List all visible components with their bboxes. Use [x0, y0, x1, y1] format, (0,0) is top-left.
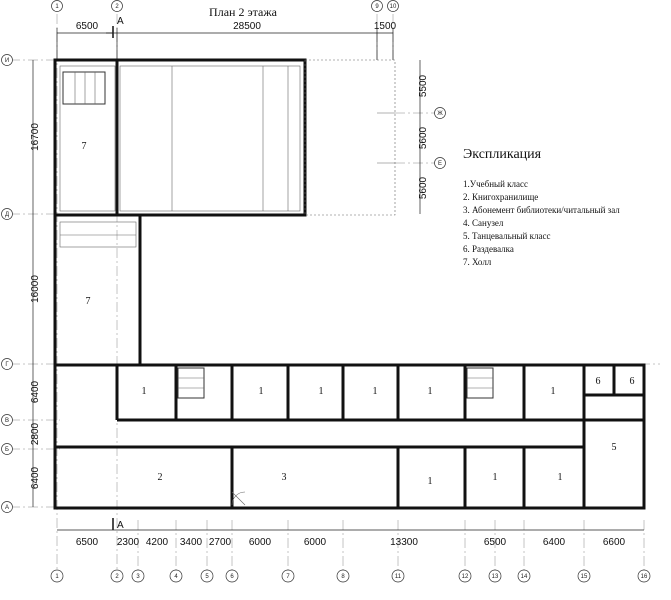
legend-item: 4. Санузел — [463, 218, 504, 228]
bottom-dim-label: 3400 — [179, 537, 203, 548]
upper-block-walls — [55, 60, 395, 215]
room-number: 2 — [157, 472, 163, 483]
axis-label: 15 — [580, 574, 588, 580]
left-dim-label: 16700 — [30, 123, 41, 151]
room-number: 1 — [557, 472, 563, 483]
bottom-dim-label: 13300 — [390, 537, 418, 548]
legend-item: 7. Холл — [463, 257, 492, 267]
room-number: 1 — [427, 476, 433, 487]
axis-label: И — [4, 58, 10, 64]
axis-label: 11 — [394, 574, 402, 580]
bottom-dim-label: 6000 — [303, 537, 327, 548]
room-number: 1 — [372, 386, 378, 397]
left-dim-label: 16000 — [30, 275, 41, 303]
legend-item: 6. Раздевалка — [463, 244, 514, 254]
axis-label: 13 — [491, 574, 499, 580]
axis-bubbles-left — [2, 55, 13, 513]
left-dim-label: 6400 — [30, 466, 41, 490]
bottom-dim-label: 6600 — [602, 537, 626, 548]
bottom-dim-label: 6500 — [75, 537, 99, 548]
legend-item: 3. Абонемент библиотеки/читальный зал — [463, 205, 620, 215]
axis-label: 2 — [115, 4, 119, 10]
left-dimension-chain — [30, 60, 41, 507]
room-number: 7 — [81, 141, 87, 152]
top-dim-label: 28500 — [233, 21, 261, 32]
axis-label: А — [4, 505, 10, 511]
legend — [463, 147, 620, 267]
axis-label: 4 — [174, 574, 178, 580]
left-dim-label: 6400 — [30, 380, 41, 404]
bottom-dim-label: 4200 — [145, 537, 169, 548]
bottom-dim-label: 2300 — [116, 537, 140, 548]
room-labels — [82, 141, 635, 487]
bottom-dim-label: 6500 — [483, 537, 507, 548]
axis-bubbles-right — [435, 108, 446, 169]
room-number: 1 — [258, 386, 264, 397]
room-number: 1 — [550, 386, 556, 397]
hall-block-walls — [55, 215, 140, 365]
axis-label: Б — [5, 447, 9, 453]
section-mark-bottom: А — [117, 520, 124, 531]
legend-item: 2. Книгохранилище — [463, 192, 539, 202]
right-dim-label: 5600 — [418, 176, 429, 200]
axis-label: 1 — [55, 574, 59, 580]
top-dimension-chain — [57, 21, 397, 60]
axis-label: 6 — [230, 574, 234, 580]
axis-label: 9 — [375, 4, 379, 10]
room-number: 3 — [281, 472, 287, 483]
section-mark-top: А — [117, 16, 124, 27]
axis-label: 14 — [520, 574, 528, 580]
bottom-dim-label: 2700 — [208, 537, 232, 548]
bottom-dim-label: 6400 — [542, 537, 566, 548]
axis-label: Е — [437, 161, 443, 167]
axis-label: 5 — [205, 574, 209, 580]
axis-label: 3 — [136, 574, 140, 580]
axis-grid-lines — [10, 14, 660, 570]
room-number: 1 — [318, 386, 324, 397]
left-dim-label: 2800 — [30, 422, 41, 446]
right-dim-label: 5500 — [418, 74, 429, 98]
top-dim-label: 1500 — [373, 21, 397, 32]
legend-heading: Экспликация — [463, 147, 542, 162]
axis-label: 7 — [286, 574, 290, 580]
axis-label: Ж — [437, 111, 443, 117]
axis-label: 12 — [461, 574, 469, 580]
axis-bubbles-bottom — [51, 570, 650, 582]
axis-label: 16 — [640, 574, 648, 580]
axis-label: 10 — [389, 4, 397, 10]
bottom-dim-label: 6000 — [248, 537, 272, 548]
axis-label: 1 — [55, 4, 59, 10]
room-number: 1 — [427, 386, 433, 397]
room-number: 1 — [141, 386, 147, 397]
legend-item: 5. Танцевальный класс — [463, 231, 551, 241]
bottom-dimension-chain — [57, 530, 644, 548]
top-dim-label: 6500 — [75, 21, 99, 32]
right-dim-label: 5600 — [418, 126, 429, 150]
axis-label: Д — [4, 212, 10, 218]
axis-label: В — [4, 418, 10, 424]
room-number: 6 — [595, 376, 601, 387]
room-number: 1 — [492, 472, 498, 483]
legend-item: 1.Учебный класс — [463, 179, 528, 189]
plan-title: План 2 этажа — [209, 5, 277, 19]
axis-label: Г — [5, 362, 9, 368]
axis-label: 2 — [115, 574, 119, 580]
right-dimension-chain — [418, 60, 429, 214]
axis-label: 8 — [341, 574, 345, 580]
room-number: 5 — [611, 442, 617, 453]
room-number: 7 — [85, 296, 91, 307]
room-number: 6 — [629, 376, 635, 387]
